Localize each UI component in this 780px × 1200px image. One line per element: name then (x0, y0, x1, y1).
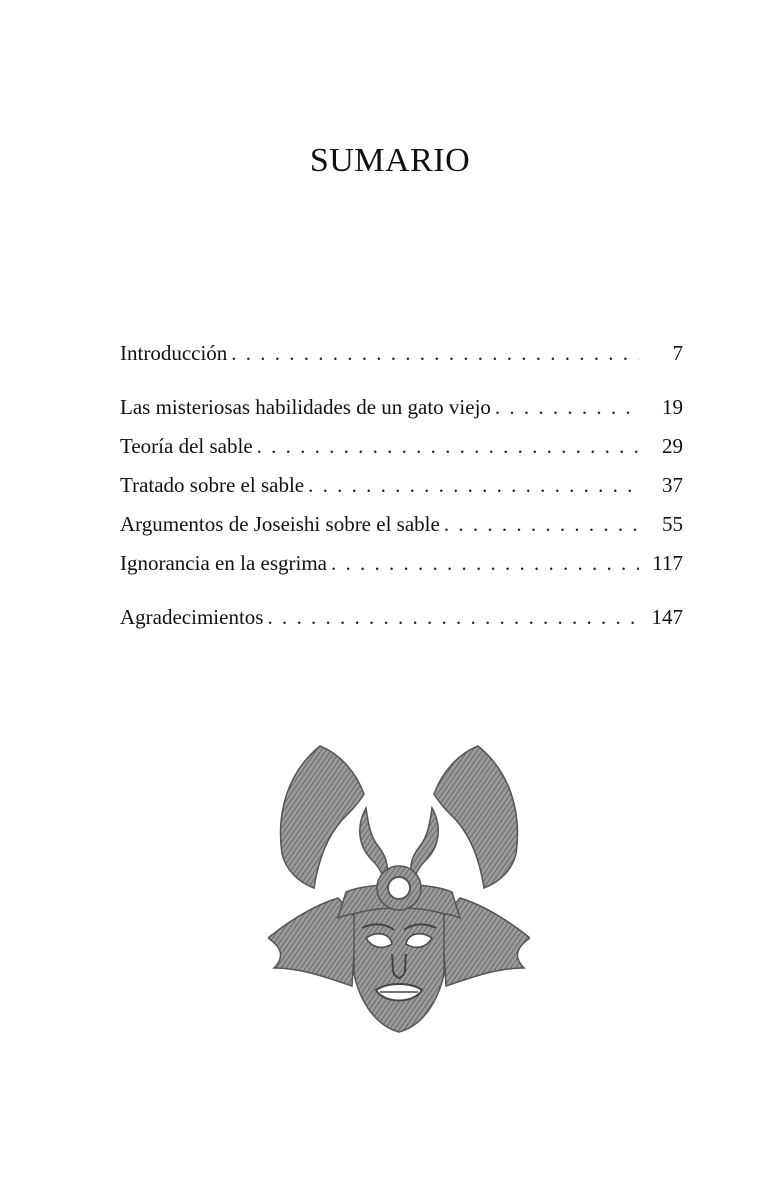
toc-entry[interactable] (120, 598, 683, 637)
toc-entry[interactable] (120, 505, 683, 544)
toc-entry-page: 19 (662, 395, 683, 419)
toc-entry-page: 117 (652, 551, 683, 575)
toc-entry-page: 37 (662, 473, 683, 497)
toc-entry[interactable] (120, 388, 683, 427)
toc-entry-page: 147 (651, 605, 683, 629)
toc-entry-page: 29 (662, 434, 683, 458)
toc-dot-leader (331, 544, 639, 583)
samurai-mask-icon (268, 742, 530, 1034)
toc-dot-leader (308, 466, 639, 505)
toc-entry-title: Argumentos de Joseishi sobre el sable (120, 512, 440, 536)
toc-entry-title: Introducción (120, 341, 228, 365)
toc-dot-leader (444, 505, 639, 544)
toc-entry-page: 7 (672, 341, 683, 365)
toc-entry-title: Ignorancia en la esgrima (120, 551, 327, 575)
toc-entry[interactable] (120, 334, 683, 373)
table-of-contents (120, 334, 683, 637)
toc-dot-leader (495, 388, 639, 427)
toc-entry[interactable] (120, 427, 683, 466)
toc-entry[interactable] (120, 544, 683, 583)
page-title: SUMARIO (309, 142, 471, 179)
toc-entry-title: Agradecimientos (120, 605, 264, 629)
toc-dot-leader (231, 334, 639, 373)
toc-entry-title: Tratado sobre el sable (120, 473, 305, 497)
toc-entry-title: Las misteriosas habilidades de un gato viejo (120, 395, 491, 419)
toc-dot-leader (267, 598, 639, 637)
toc-dot-leader (257, 427, 639, 466)
toc-entry[interactable] (120, 466, 683, 505)
toc-entry-title: Teoría del sable (120, 434, 253, 458)
toc-entry-page: 55 (662, 512, 683, 536)
